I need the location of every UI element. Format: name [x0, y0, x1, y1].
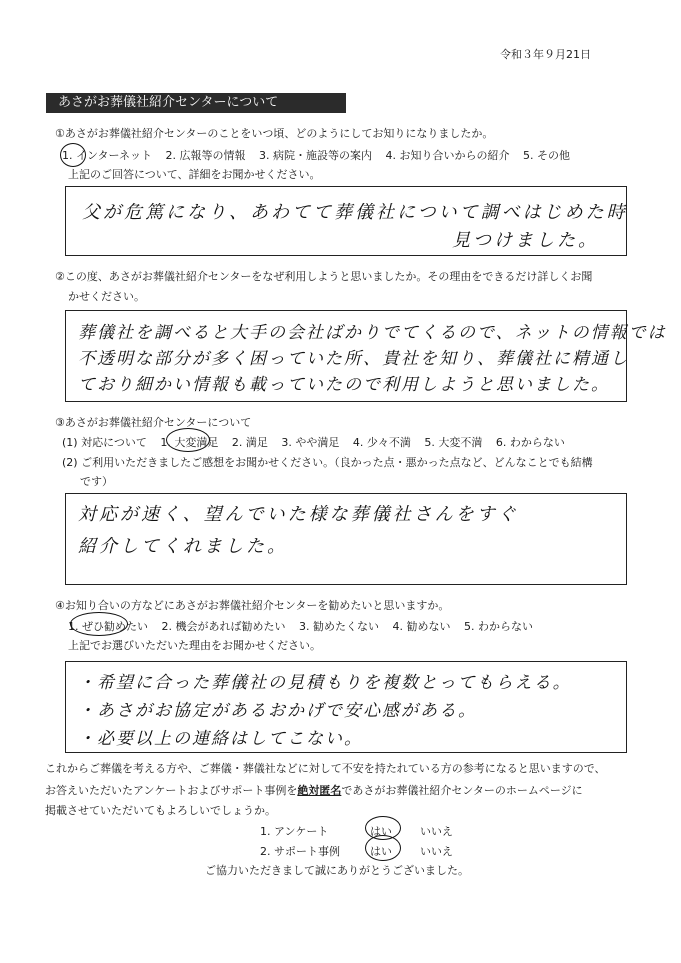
- q4-question: ④お知り合いの方などにあさがお葬儀社紹介センターを勧めたいと思いますか。: [55, 599, 450, 612]
- q1-answer-line-1: 父が危篤になり、あわてて葬儀社について調べはじめた時: [82, 202, 628, 223]
- q4-option-5: 5. わからない: [464, 620, 533, 633]
- consent-2-yes: はい: [370, 845, 392, 858]
- q1-option-1: 1. インターネット: [62, 149, 153, 162]
- q3-sub1-option-1: 1. 大変満足: [160, 436, 219, 449]
- q3-sub2-line-1: (2) ご利用いただきましたご感想をお聞かせください。（良かった点・悪かった点など、どんなことでも結構: [62, 456, 593, 469]
- q2-answer-line-1: 葬儀社を調べると大手の会社ばかりでてくるので、ネットの情報では: [78, 323, 667, 343]
- q4-answer-line-3: ・必要以上の連絡はしてこない。: [78, 729, 363, 749]
- section-title: あさがお葬儀社紹介センターについて: [46, 93, 346, 113]
- q3-answer-line-2: 紹介してくれました。: [78, 536, 288, 557]
- q4-option-4: 4. 勧めない: [392, 620, 451, 633]
- footer-line-2-emphasis: 絶対匿名: [297, 784, 342, 797]
- consent-1-label: 1. アンケート: [260, 825, 329, 838]
- consent-2-yes-circle: [365, 835, 401, 861]
- footer-line-2: [45, 784, 583, 798]
- q1-option-2: 2. 広報等の情報: [165, 149, 246, 162]
- q3-sub1-label: (1) 対応について: [62, 436, 147, 449]
- q1-selection-circle: [60, 143, 86, 167]
- footer-line-1: これからご葬儀を考える方や、ご葬儀・葬儀社などに対して不安を持たれている方の参考になると思いますので、: [45, 762, 606, 775]
- q3-selection-circle: [166, 428, 210, 452]
- consent-1-no: いいえ: [420, 825, 453, 838]
- q1-option-4: 4. お知り合いからの紹介: [385, 149, 510, 162]
- q1-answer-line-2: 見つけました。: [452, 230, 599, 251]
- q3-sub2-line-2: です）: [80, 475, 113, 488]
- q3-sub1-option-3: 3. やや満足: [281, 436, 340, 449]
- q2-answer-line-2: 不透明な部分が多く困っていた所、貴社を知り、葬儀社に精通し: [78, 349, 629, 369]
- q3-sub1-option-5: 5. 大変不満: [424, 436, 483, 449]
- q1-followup: 上記のご回答について、詳細をお聞かせください。: [68, 168, 321, 181]
- consent-1-yes: はい: [370, 825, 392, 838]
- q3-sub1-option-6: 6. わからない: [495, 436, 565, 449]
- q4-option-2: 2. 機会があれば勧めたい: [161, 620, 286, 633]
- footer-line-2-pre: お答えいただいたアンケートおよびサポート事例を: [45, 784, 298, 797]
- q3-sub1-option-2: 2. 満足: [231, 436, 268, 449]
- q4-selection-circle: [70, 612, 128, 636]
- q2-question-line-2: かせください。: [68, 290, 145, 303]
- footer-line-3: 掲載させていただいてもよろしいでしょうか。: [45, 804, 276, 817]
- footer-line-2-post: であさがお葬儀社紹介センターのホームページに: [341, 784, 583, 797]
- q2-answer-line-3: ており細かい情報も載っていたので利用しようと思いました。: [78, 375, 610, 395]
- q1-question: ①あさがお葬儀社紹介センターのことをいつ頃、どのようにしてお知りになりましたか。: [55, 127, 494, 140]
- q3-answer-line-1: 対応が速く、望んでいた様な葬儀社さんをすぐ: [78, 504, 519, 525]
- date: 令和３年９月21日: [500, 48, 591, 61]
- q4-options: [68, 620, 543, 634]
- q3-sub1-row: [62, 436, 575, 450]
- q3-question: ③あさがお葬儀社紹介センターについて: [55, 416, 252, 429]
- consent-2-label: 2. サポート事例: [260, 845, 340, 858]
- q1-options: [62, 149, 580, 163]
- q1-option-3: 3. 病院・施設等の案内: [259, 149, 373, 162]
- q1-option-5: 5. その他: [523, 149, 571, 162]
- q4-option-3: 3. 勧めたくない: [299, 620, 379, 633]
- thanks-message: ご協力いただきまして誠にありがとうございました。: [205, 864, 469, 877]
- consent-2-no: いいえ: [420, 845, 453, 858]
- q4-option-1: 1. ぜひ勧めたい: [68, 620, 148, 633]
- q4-answer-line-1: ・希望に合った葬儀社の見積もりを複数とってもらえる。: [78, 673, 572, 693]
- q4-followup: 上記でお選びいただいた理由をお聞かせください。: [68, 639, 321, 652]
- q2-question-line-1: ②この度、あさがお葬儀社紹介センターをなぜ利用しようと思いましたか。その理由をできるだけ詳しくお聞: [55, 270, 593, 283]
- q4-answer-line-2: ・あさがお協定があるおかげで安心感がある。: [78, 701, 477, 721]
- q3-sub1-option-4: 4. 少々不満: [352, 436, 411, 449]
